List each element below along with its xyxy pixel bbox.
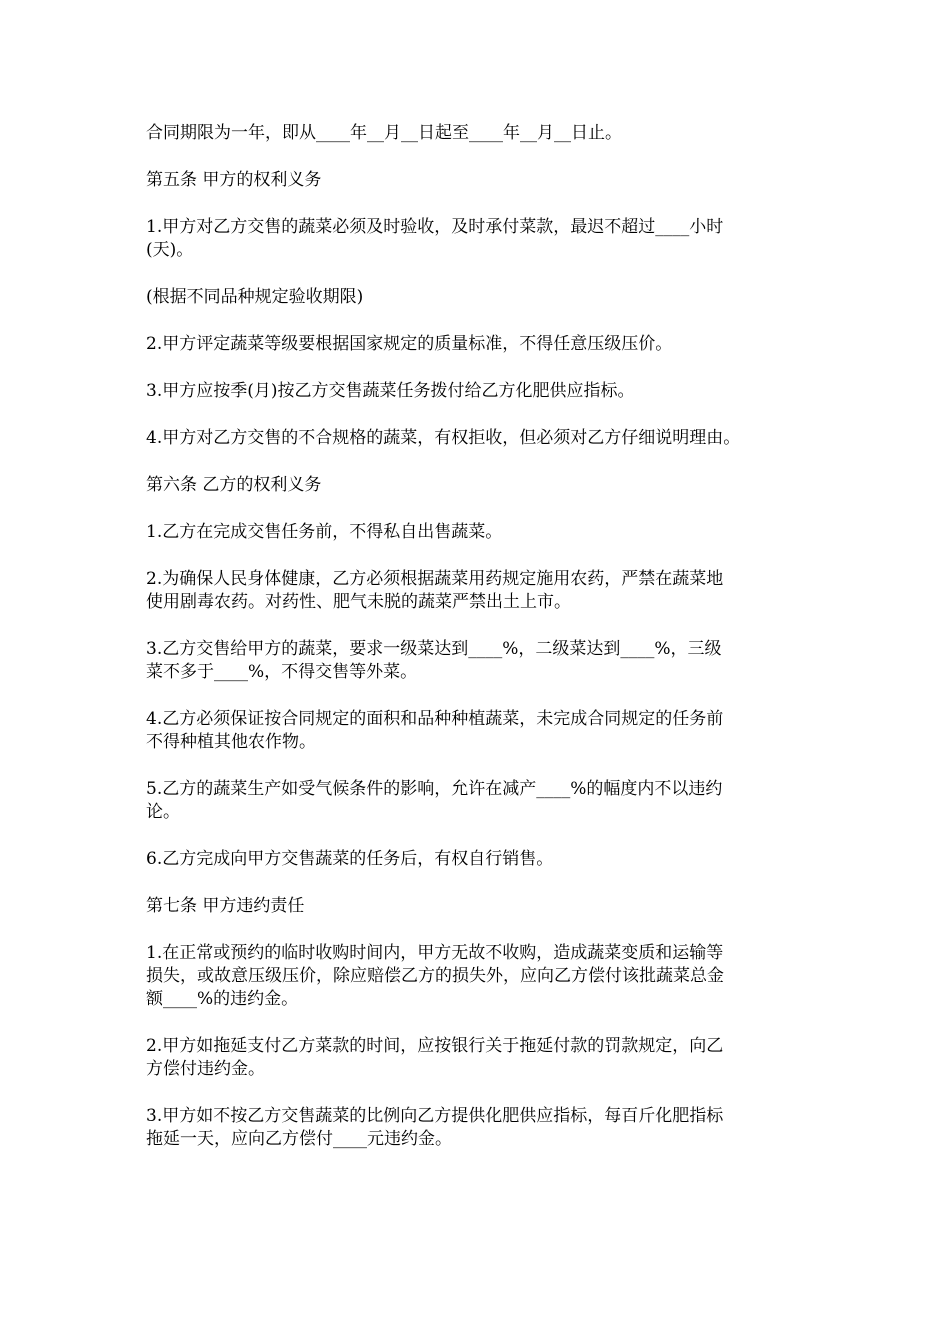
text-line: (天)。: [146, 240, 194, 260]
text-line: 2.甲方如拖延支付乙方菜款的时间，应按银行关于拖延付款的罚款规定，向乙: [146, 1036, 724, 1056]
text-line: 3.甲方应按季(月)按乙方交售蔬菜任务拨付给乙方化肥供应指标。: [146, 381, 635, 401]
paragraph: [146, 169, 816, 192]
paragraph: [146, 286, 816, 309]
paragraph: [146, 638, 816, 684]
text-line: 不得种植其他农作物。: [146, 732, 316, 752]
paragraph: [146, 380, 816, 403]
paragraph: [146, 427, 816, 450]
text-line: (根据不同品种规定验收期限): [146, 287, 364, 307]
paragraph: [146, 895, 816, 918]
document-page: [146, 122, 816, 1175]
text-line: 1.在正常或预约的临时收购时间内，甲方无故不收购，造成蔬菜变质和运输等: [146, 943, 724, 963]
text-line: 4.乙方必须保证按合同规定的面积和品种种植蔬菜，未完成合同规定的任务前: [146, 709, 724, 729]
text-line: 论。: [146, 802, 180, 822]
text-line: 菜不多于____%，不得交售等外菜。: [146, 662, 418, 682]
text-line: 方偿付违约金。: [146, 1059, 265, 1079]
paragraph: [146, 708, 816, 754]
paragraph: [146, 521, 816, 544]
text-line: 2.为确保人民身体健康，乙方必须根据蔬菜用药规定施用农药，严禁在蔬菜地: [146, 569, 724, 589]
paragraph: [146, 942, 816, 1011]
text-line: 1.甲方对乙方交售的蔬菜必须及时验收，及时承付菜款，最迟不超过____小时: [146, 217, 724, 237]
text-line: 1.乙方在完成交售任务前，不得私自出售蔬菜。: [146, 522, 503, 542]
paragraph: [146, 216, 816, 262]
text-line: 2.甲方评定蔬菜等级要根据国家规定的质量标准，不得任意压级压价。: [146, 334, 673, 354]
text-line: 3.甲方如不按乙方交售蔬菜的比例向乙方提供化肥供应指标，每百斤化肥指标: [146, 1106, 724, 1126]
text-line: 4.甲方对乙方交售的不合规格的蔬菜，有权拒收，但必须对乙方仔细说明理由。: [146, 428, 741, 448]
text-line: 合同期限为一年，即从____年__月__日起至____年__月__日止。: [146, 123, 622, 143]
text-line: 3.乙方交售给甲方的蔬菜，要求一级菜达到____%，二级菜达到____%，三级: [146, 639, 722, 659]
paragraph: [146, 122, 816, 145]
paragraph: [146, 848, 816, 871]
paragraph: [146, 568, 816, 614]
paragraph: [146, 1035, 816, 1081]
text-line: 拖延一天，应向乙方偿付____元违约金。: [146, 1129, 452, 1149]
text-line: 5.乙方的蔬菜生产如受气候条件的影响，允许在减产____%的幅度内不以违约: [146, 779, 723, 799]
text-line: 额____%的违约金。: [146, 989, 299, 1009]
text-line: 第七条 甲方违约责任: [146, 896, 305, 916]
text-line: 损失，或故意压级压价，除应赔偿乙方的损失外，应向乙方偿付该批蔬菜总金: [146, 966, 724, 986]
text-line: 使用剧毒农药。对药性、肥气未脱的蔬菜严禁出土上市。: [146, 592, 571, 612]
paragraph: [146, 474, 816, 497]
text-line: 第六条 乙方的权利义务: [146, 475, 322, 495]
text-line: 6.乙方完成向甲方交售蔬菜的任务后，有权自行销售。: [146, 849, 554, 869]
text-line: 第五条 甲方的权利义务: [146, 170, 322, 190]
paragraph: [146, 778, 816, 824]
paragraph: [146, 1105, 816, 1151]
paragraph: [146, 333, 816, 356]
